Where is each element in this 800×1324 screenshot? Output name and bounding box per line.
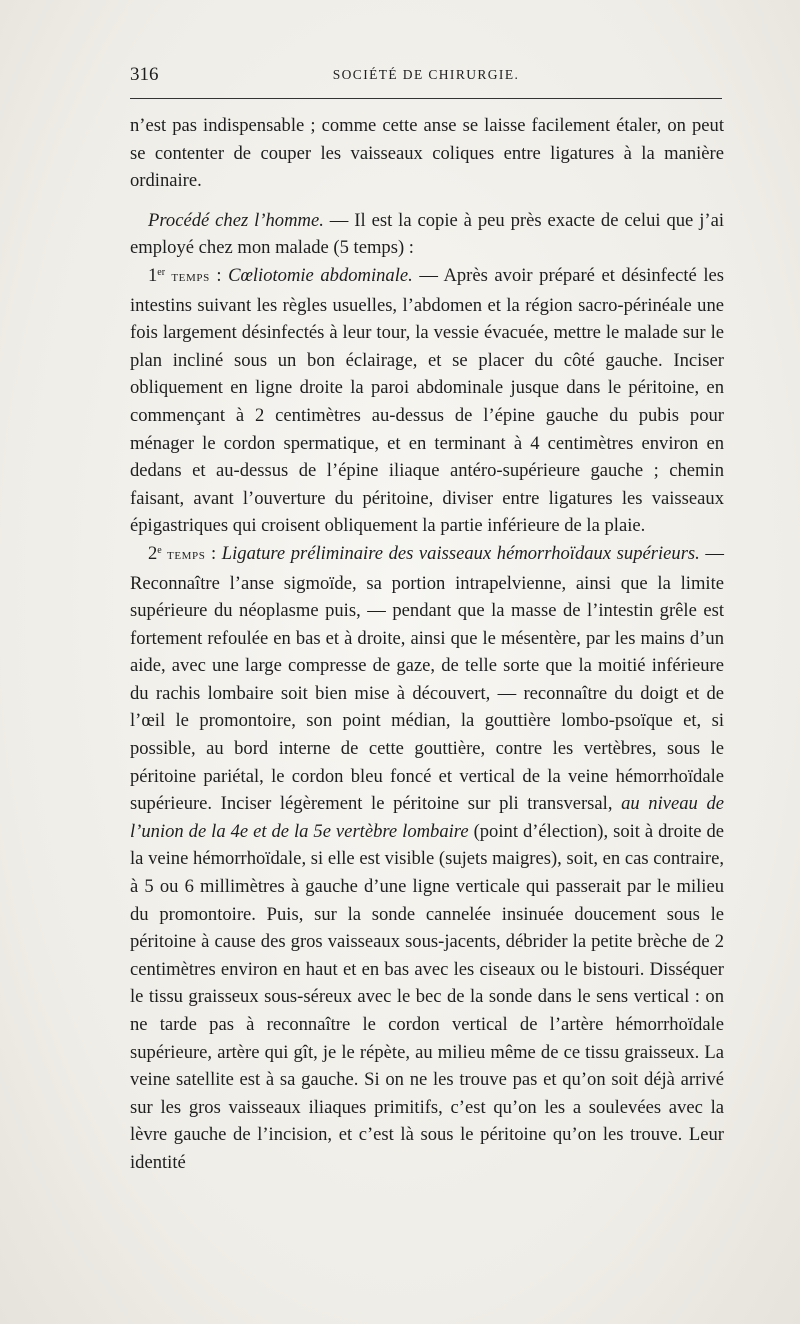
temps-2-italic-location: au niveau de l’union de la 4e et de la 5e vertèbre lombaire — [130, 793, 724, 842]
temps-2-number: 2 — [148, 542, 158, 564]
temps-1-label: temps — [165, 268, 210, 285]
temps-2-colon: : — [205, 542, 222, 564]
temps-2-text-b: (point d’élection), soit à droite de la veine hémorrhoïdale, si elle est visible (sujets maigres), soit, en cas contraire, à 5 ou 6 millimètres à gauche d’une ligne verticale qui passerait par le milieu du promontoire. Puis, sur la sonde cannelée insinuée doucement sous le péritoine à cause des gros vaisseaux sous-jacents, débrider la petite brèche de 2 centimètres environ en haut et en bas avec les ciseaux ou le bistouri. Disséquer le tissu graisseux sous-séreux avec le bec de la sonde dans le sens vertical : on ne tarde pas à reconnaître le cordon vertical de l’artère hémorrhoïdale supérieure, artère qui gît, je le répète, au milieu même de ce tissu graisseux. La veine satellite est à sa gauche. Si on ne les trouve pas et qu’on soit déjà arrivé sur les gros vaisseaux iliaques primitifs, c’est qu’on les a soulevées avec la lèvre gauche de l’incision, et c’est là sous le péritoine qu’on les trouve. Leur identité — [130, 820, 724, 1173]
temps-2-label: temps — [161, 546, 206, 563]
page-number: 316 — [130, 64, 159, 85]
page-body — [130, 112, 724, 1177]
temps-1-title: Cœliotomie abdominale. — [228, 264, 413, 286]
temps-2-ordinal: e — [157, 544, 162, 556]
temps-1-text: — Après avoir préparé et désinfecté les intestins suivant les règles usuelles, l’abdomen et la région sacro-périnéale une fois largement désinfectés à leur tour, la vessie évacuée, mettre le malade sur le plan incliné sous un bon éclairage, et se placer du côté gauche. Inciser obliquement en ligne droite la paroi abdominale jusque dans le péritoine, en commençant à 2 centimètres au-dessus de l’épine gauche du pubis pour ménager le cordon spermatique, et en terminant à 4 centimètres environ en dedans et au-dessus de l’épine iliaque antéro-supérieure gauche ; chemin faisant, avant l’ouverture du péritoine, diviser entre ligatures les vaisseaux épigastriques qui croisent obliquement la partie inférieure de la plaie. — [130, 264, 724, 537]
temps-1-number: 1 — [148, 264, 158, 286]
temps-2-text-a: — Reconnaître l’anse sigmoïde, sa portion intrapelvienne, ainsi que la limite supérieure du néoplasme puis, — pendant que la masse de l’intestin grêle est fortement refoulée en bas et à droite, ainsi que le mésentère, par les mains d’un aide, avec une large compresse de gaze, de telle sorte que la moitié inférieure du rachis lombaire soit bien mise à découvert, — reconnaître du doigt et de l’œil le promontoire, son point médian, la gouttière lombo-psoïque et, si possible, au bord interne de cette gouttière, contre les vertèbres, sous le péritoine pariétal, le cordon bleu foncé et vertical de la veine hémorrhoïdale supérieure. Inciser légèrement le péritoine sur pli transversal, — [130, 542, 724, 815]
paragraph-temps-2 — [130, 540, 724, 1177]
temps-1-colon: : — [209, 264, 229, 286]
paragraph-continuation: n’est pas indispensable ; comme cette anse se laisse facilement étaler, on peut se contenter de couper les vaisseaux coliques entre ligatures à la manière ordinaire. — [130, 115, 724, 192]
temps-2-title: Ligature préliminaire des vaisseaux hémorrhoïdaux supérieurs. — [221, 542, 700, 564]
running-head: SOCIÉTÉ DE CHIRURGIE. — [332, 67, 520, 82]
paragraph-temps-1 — [130, 262, 724, 540]
paragraph-procede — [130, 207, 724, 262]
procede-title: Procédé chez l’homme. — [148, 209, 324, 231]
header-rule — [130, 98, 722, 99]
temps-1-ordinal: er — [157, 266, 166, 278]
procede-text: — Il est la copie à peu près exacte de celui que j’ai employé chez mon malade (5 temps) : — [130, 209, 724, 259]
page-header — [130, 64, 722, 88]
